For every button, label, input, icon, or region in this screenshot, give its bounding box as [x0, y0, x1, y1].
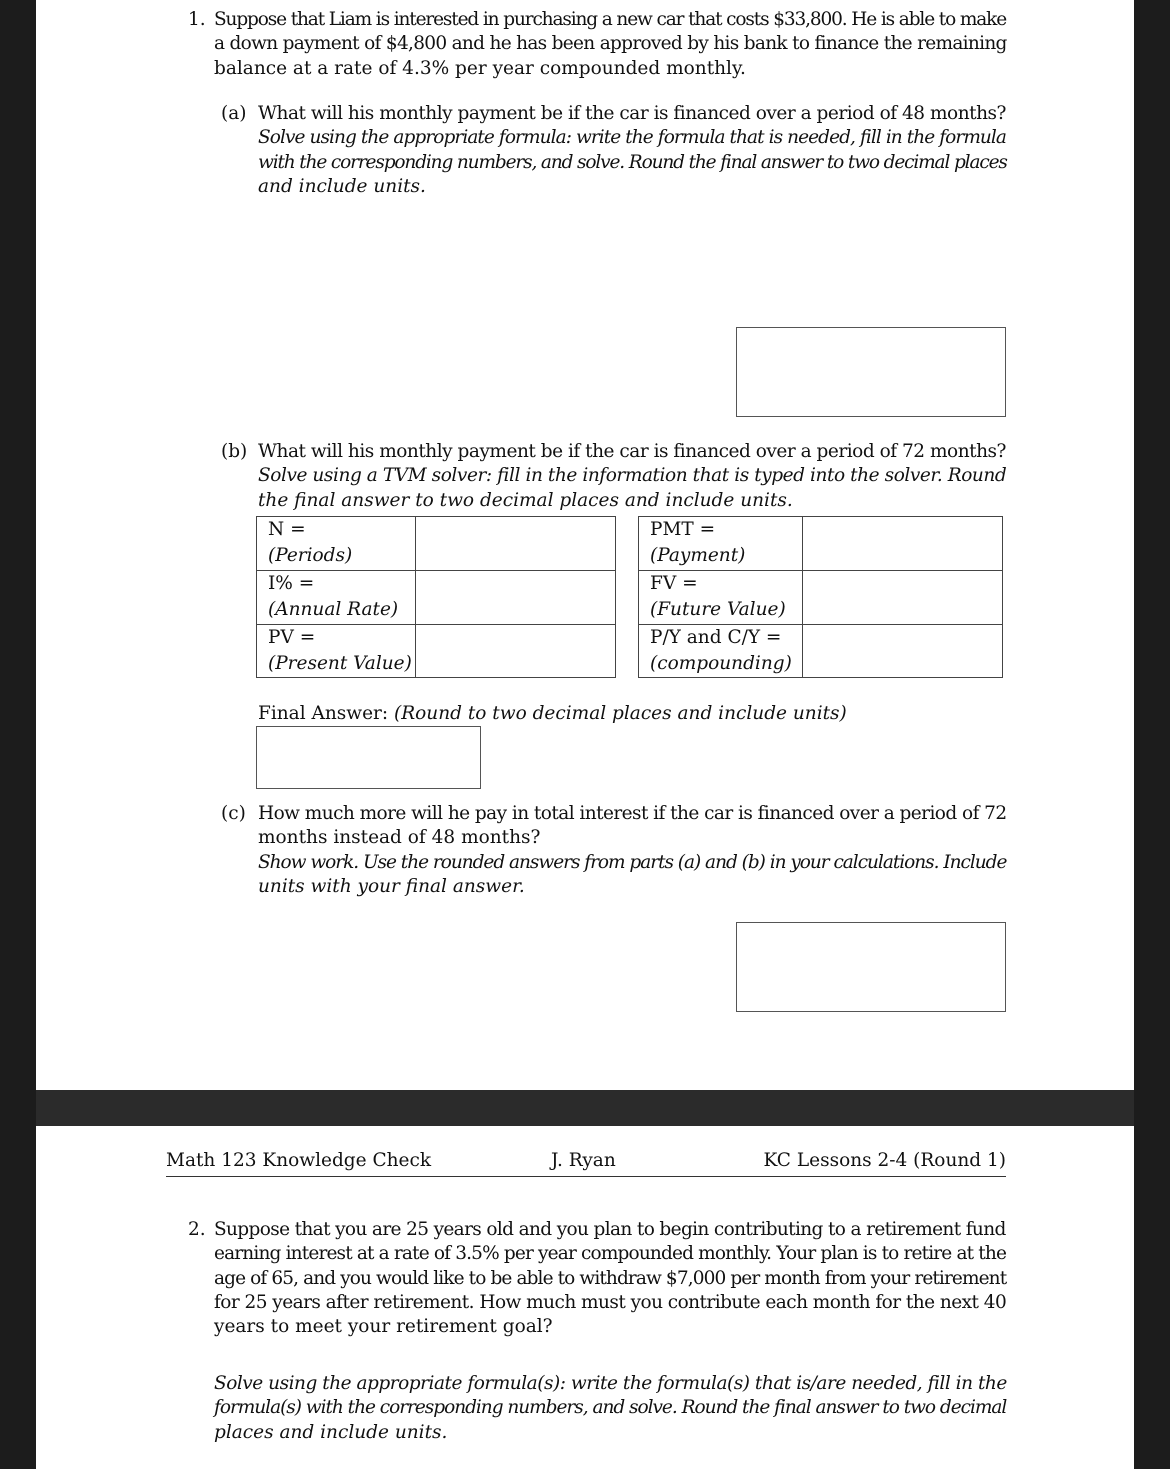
tvm-pmt-input[interactable] [802, 516, 1003, 571]
question-2-instruction: places and include units. [214, 1421, 448, 1443]
part-a-text [258, 102, 1006, 199]
part-c-text [258, 802, 1006, 899]
tvm-n-input[interactable] [415, 516, 616, 571]
part-b-text [258, 440, 1006, 513]
part-b-instruction: the final answer to two decimal places and include units. [258, 489, 793, 511]
tvm-n-label-cell [256, 516, 416, 571]
part-c-instruction: Show work. Use the rounded answers from parts (a) and (b) in your calculations. Include [258, 851, 1007, 873]
part-c-line: months instead of 48 months? [258, 827, 541, 849]
part-b-instruction: Solve using a TVM solver: fill in the information that is typed into the solver. Round [258, 465, 1007, 487]
part-a-instruction: and include units. [258, 175, 426, 197]
page-header [166, 1148, 1006, 1177]
tvm-fv-label: FV = [650, 573, 698, 594]
part-a-instruction: with the corresponding numbers, and solve. Round the final answer to two decimal places [258, 151, 1007, 173]
tvm-rate-label: I% = [268, 573, 315, 594]
question-1-line: a down payment of $4,800 and he has been approved by his bank to finance the remaining [214, 33, 1007, 55]
final-answer-hint: (Round to two decimal places and include units) [394, 703, 847, 724]
tvm-py-label: P/Y and C/Y = [650, 627, 782, 648]
tvm-pv-label: PV = [268, 627, 316, 648]
question-1-line: Suppose that Liam is interested in purchasing a new car that costs $33,800. He is able to make [214, 9, 1007, 30]
part-c-line: How much more will he pay in total interest if the car is financed over a period of 72 [258, 803, 1007, 824]
tvm-pv-sublabel: (Present Value) [268, 653, 412, 674]
part-a-instruction: Solve using the appropriate formula: write the formula that is needed, fill in the formula [258, 127, 1007, 149]
question-2-line: Suppose that you are 25 years old and you plan to begin contributing to a retirement fund [214, 1219, 1006, 1240]
tvm-n-label: N = [268, 519, 306, 540]
question-1-number: 1. [188, 9, 206, 30]
tvm-n-sublabel: (Periods) [268, 545, 353, 566]
part-a-line: What will his monthly payment be if the car is financed over a period of 48 months? [258, 103, 1006, 124]
part-c-instruction: units with your final answer. [258, 875, 525, 897]
part-c-answer-box[interactable] [736, 922, 1006, 1012]
header-author: J. Ryan [551, 1150, 616, 1171]
part-c-label: (c) [221, 803, 246, 824]
tvm-pmt-label: PMT = [650, 519, 716, 540]
header-course: Math 123 Knowledge Check [166, 1150, 432, 1171]
question-2-instruction: Solve using the appropriate formula(s): write the formula(s) that is/are needed, fill in the [214, 1373, 1007, 1394]
question-2-line: earning interest at a rate of 3.5% per year compounded monthly. Your plan is to retire at the [214, 1243, 1007, 1265]
tvm-rate-input[interactable] [415, 570, 616, 625]
question-2-instruction: formula(s) with the corresponding numbers, and solve. Round the final answer to two decimal [214, 1397, 1007, 1419]
final-answer-line [258, 702, 1006, 726]
tvm-pmt-sublabel: (Payment) [650, 545, 746, 566]
worksheet-page-2 [36, 1126, 1134, 1469]
tvm-pmt-label-cell [638, 516, 803, 571]
part-a-answer-box[interactable] [736, 327, 1006, 417]
question-2-line: years to meet your retirement goal? [214, 1316, 553, 1338]
header-lessons: KC Lessons 2-4 (Round 1) [763, 1150, 1006, 1171]
question-2-line: for 25 years after retirement. How much must you contribute each month for the next 40 [214, 1291, 1007, 1313]
tvm-pv-input[interactable] [415, 624, 616, 678]
part-b-line: What will his monthly payment be if the car is financed over a period of 72 months? [258, 441, 1006, 462]
part-a-label: (a) [221, 103, 247, 124]
part-b-final-answer-box[interactable] [256, 726, 481, 789]
question-2-instructions [214, 1372, 1006, 1445]
final-answer-label: Final Answer: [258, 703, 389, 724]
tvm-rate-sublabel: (Annual Rate) [268, 599, 399, 620]
question-1-text [214, 8, 1006, 81]
tvm-fv-sublabel: (Future Value) [650, 599, 786, 620]
tvm-rate-label-cell [256, 570, 416, 625]
tvm-py-input[interactable] [802, 624, 1003, 678]
question-2-line: age of 65, and you would like to be able to withdraw $7,000 per month from your retirement [214, 1267, 1007, 1289]
tvm-fv-label-cell [638, 570, 803, 625]
question-2-text [214, 1218, 1006, 1339]
tvm-fv-input[interactable] [802, 570, 1003, 625]
tvm-py-sublabel: (compounding) [650, 653, 792, 674]
worksheet-page-1 [36, 0, 1134, 1090]
part-b-label: (b) [221, 441, 248, 462]
page-separator [36, 1090, 1134, 1126]
tvm-py-label-cell [638, 624, 803, 678]
tvm-pv-label-cell [256, 624, 416, 678]
question-2-number: 2. [188, 1219, 206, 1240]
question-1-line: balance at a rate of 4.3% per year compounded monthly. [214, 57, 746, 79]
